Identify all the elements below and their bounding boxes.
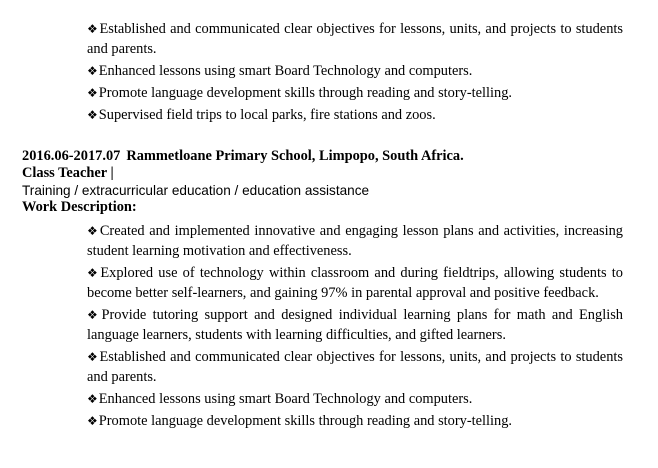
job-title: Class Teacher | (22, 165, 114, 181)
job-period: 2016.06-2017.07 (22, 148, 121, 164)
bullet-text: Promote language development skills through reading and story-telling. (98, 85, 513, 101)
job-heading (22, 147, 632, 165)
bullet-item (87, 19, 623, 59)
previous-job-bullet-list (87, 19, 623, 127)
diamond-bullet-icon: ❖ (87, 108, 98, 122)
diamond-bullet-icon: ❖ (87, 414, 98, 428)
bullet-item (87, 83, 623, 103)
bullet-text: Supervised field trips to local parks, fire stations and zoos. (98, 107, 436, 123)
bullet-item (87, 105, 623, 125)
job-entry (22, 147, 632, 216)
diamond-bullet-icon: ❖ (87, 350, 99, 364)
job-employer: Rammetloane Primary School, Limpopo, South Africa. (126, 148, 464, 164)
bullet-item (87, 347, 623, 387)
diamond-bullet-icon: ❖ (87, 266, 100, 280)
bullet-text: Established and communicated clear objectives for lessons, units, and projects to students and parents. (87, 349, 623, 385)
diamond-bullet-icon: ❖ (87, 308, 101, 322)
job-bullet-list (87, 221, 623, 433)
bullet-text: Enhanced lessons using smart Board Technology and computers. (98, 391, 473, 407)
diamond-bullet-icon: ❖ (87, 86, 98, 100)
bullet-item (87, 221, 623, 261)
work-description-label: Work Description: (22, 199, 137, 215)
bullet-item (87, 61, 623, 81)
bullet-item (87, 263, 623, 303)
bullet-item (87, 389, 623, 409)
diamond-bullet-icon: ❖ (87, 224, 99, 238)
bullet-item (87, 411, 623, 431)
job-type: Training / extracurricular education / education assistance (22, 183, 370, 198)
bullet-text: Established and communicated clear objectives for lessons, units, and projects to students and parents. (87, 21, 623, 57)
bullet-text: Promote language development skills through reading and story-telling. (98, 413, 513, 429)
bullet-item (87, 305, 623, 345)
diamond-bullet-icon: ❖ (87, 64, 98, 78)
bullet-text: Created and implemented innovative and engaging lesson plans and activities, increasing student learning motivation and effectiveness. (87, 223, 623, 259)
bullet-text: Enhanced lessons using smart Board Technology and computers. (98, 63, 473, 79)
diamond-bullet-icon: ❖ (87, 22, 99, 36)
bullet-text: Provide tutoring support and designed individual learning plans for math and English language learners, students with learning difficulties, and gifted learners. (87, 307, 623, 343)
bullet-text: Explored use of technology within classroom and during fieldtrips, allowing students to become better self-learners, and gaining 97% in parental approval and positive feedback. (87, 265, 623, 301)
diamond-bullet-icon: ❖ (87, 392, 98, 406)
